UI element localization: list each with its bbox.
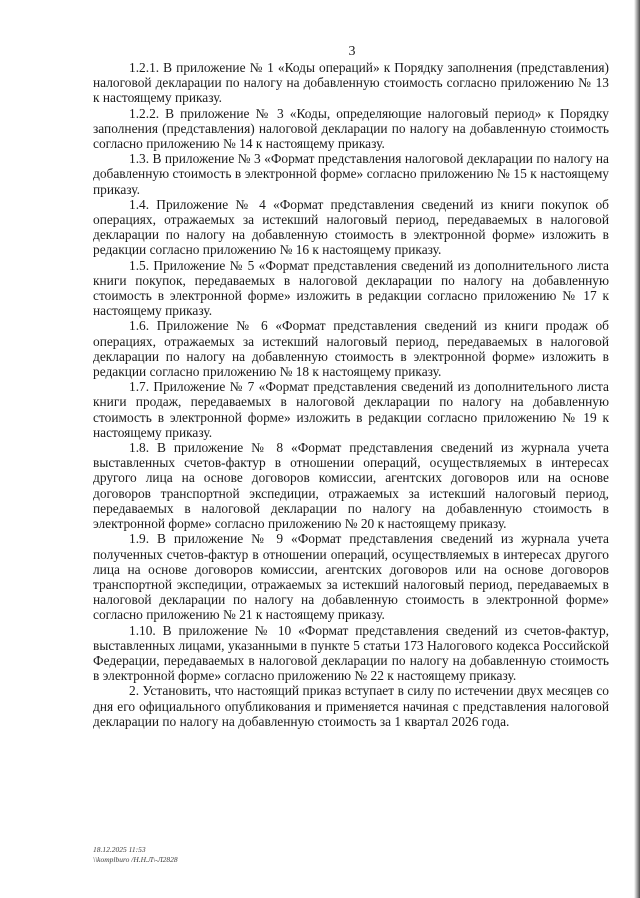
footer-file-path: \\komplburo /Н.Н.Л\-Л2828 (93, 855, 178, 864)
document-footer (93, 845, 178, 865)
paragraph-1-2-2: 1.2.2. В приложение № 3 «Коды, определяющие налоговый период» к Порядку заполнения (представления) налоговой декларации по налогу на добавленную стоимость согласно приложению № 14 к настоящему приказу. (93, 105, 609, 152)
paragraph-1-7: 1.7. Приложение № 7 «Формат представления сведений из дополнительного листа книги продаж, передаваемых в налоговой декларации по налогу на добавленную стоимость в электронной форме» изложить в редакции согласно приложению № 19 к настоящему приказу. (93, 379, 609, 440)
paragraph-1-9: 1.9. В приложение № 9 «Формат представления сведений из журнала учета полученных счетов-фактур в отношении операций, осуществляемых в интересах другого лица на основе договоров комиссии, агентских договоров или на основе договоров транспортной экспедиции, отражаемых за истекший налоговый период, передаваемых в налоговой декларации по налогу на добавленную стоимость в электронной форме» согласно приложению № 21 к настоящему приказу. (93, 531, 609, 623)
scan-edge-shadow (634, 0, 640, 898)
paragraph-1-2-1: 1.2.1. В приложение № 1 «Коды операций» к Порядку заполнения (представления) налоговой декларации по налогу на добавленную стоимость согласно приложению № 13 к настоящему приказу. (93, 60, 609, 106)
document-body (93, 60, 609, 729)
paragraph-1-6: 1.6. Приложение № 6 «Формат представления сведений из книги продаж об операциях, отражаемых за истекший налоговый период, передаваемых в налоговой декларации по налогу на добавленную стоимость в электронной форме» изложить в редакции согласно приложению № 18 к настоящему приказу. (93, 318, 609, 380)
footer-timestamp: 18.12.2025 11:53 (93, 845, 146, 854)
paragraph-1-5: 1.5. Приложение № 5 «Формат представления сведений из дополнительного листа книги покупок, передаваемых в налоговой декларации по налогу на добавленную стоимость в электронной форме» изложить в редакции согласно приложению № 17 к настоящему приказу. (93, 257, 609, 319)
paragraph-1-8: 1.8. В приложение № 8 «Формат представления сведений из журнала учета выставленных счетов-фактур в отношении операций, осуществляемых в интересах другого лица на основе договоров комиссии, агентских договоров или на основе договоров транспортной экспедиции, отражаемых за истекший налоговый период, передаваемых в налоговой декларации по налогу на добавленную стоимость в электронной форме» согласно приложению № 20 к настоящему приказу. (93, 440, 609, 532)
paragraph-1-4: 1.4. Приложение № 4 «Формат представления сведений из книги покупок об операциях, отражаемых за истекший налоговый период, передаваемых в налоговой декларации по налогу на добавленную стоимость в электронной форме» изложить в редакции согласно приложению № 16 к настоящему приказу. (93, 196, 609, 258)
page-number: 3 (348, 44, 356, 59)
paragraph-2: 2. Установить, что настоящий приказ вступает в силу по истечении двух месяцев со дня его официального опубликования и применяется начиная с представления налоговой декларации по налогу на добавленную стоимость за 1 квартал 2026 года. (93, 683, 609, 729)
paragraph-1-10: 1.10. В приложение № 10 «Формат представления сведений из счетов-фактур, выставленных лицами, указанными в пункте 5 статьи 173 Налогового кодекса Российской Федерации, передаваемых в налоговой декларации по налогу на добавленную стоимость в электронной форме» согласно приложению № 22 к настоящему приказу. (93, 622, 609, 684)
paragraph-1-3: 1.3. В приложение № 3 «Формат представления налоговой декларации по налогу на добавленную стоимость в электронной форме» согласно приложению № 15 к настоящему приказу. (93, 151, 609, 197)
